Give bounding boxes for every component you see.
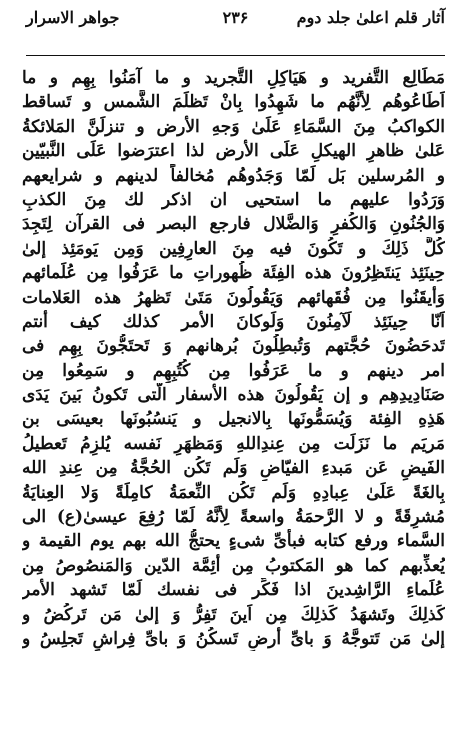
text-line: حِينَئِذ يَنتَظِرُونَ هذه الفِئَة ظُهوراتِ ما عَرَفُوا مِن عُلَمائهم bbox=[22, 263, 445, 284]
page-number: ۲۳۶ bbox=[222, 8, 249, 27]
page-header bbox=[26, 4, 445, 54]
section-title: جواهر الاسرار bbox=[26, 8, 120, 27]
text-line: يُعذِّبهم كما هو المَكتوبُ مِن أَئِمَّة الدّين وَالمَنصُوصُ مِن bbox=[22, 555, 445, 576]
text-line: و المُرسلين بَل لَمّا وَجَدُوهُم مُخالفاً لدينهم و شرايعهم bbox=[22, 165, 445, 186]
text-line: هَذِهِ الفِئة وَيُسَمُّونَها بِالانجيل و يَنسُبُونَها بعيسَی بن bbox=[22, 409, 445, 430]
text-line: عَلىٰ ظاهرِ الهيكلِ عَلَى الأرض لذا اعترَضوا عَلَى النَّبيّين bbox=[22, 141, 445, 162]
text-line: وَأيقَنُوا مِن فُقَهائهم وَيَقُولُونَ مَتَىٰ تَظهرُ هذه العَلامات bbox=[22, 287, 445, 308]
text-line: تَدحَضُونَ حُجَّتهم وَتُبطِلُونَ بُرهانهم وَ تَحتَجُّونَ بِهِم فی bbox=[22, 336, 445, 357]
text-line: اَنّا حِينَئِذ لَآمِنُونَ وَلَوكانَ الأمر كذلك كيف أنتم bbox=[22, 311, 445, 332]
body-text bbox=[22, 66, 445, 651]
text-line: مَطَالِع التَّفريد و هَيَاكِلِ التَّجريد و ما آمَنُوا بِهِم و ما bbox=[22, 68, 445, 88]
text-line: مَريَم ما نَزَلَت مِن عِندِاللهِ وَمَظهَرِ نَفسه يُلزِمُ تَعطيلُ bbox=[22, 433, 445, 454]
text-line: امر دينهم و ما عَرَفُوا مِن كُتُبِهِم و سَمِعُوا مِن bbox=[22, 360, 445, 381]
text-line: عُلَماءِ الرَّاشِدينَ اذا فَكِّر فی نفسك لَمّا تَشهد الأمر bbox=[22, 580, 445, 601]
text-line: صَنَادِيدِهِم و إن يَقُولُونَ هذه الأسفار الَّتی تَكونُ بَينَ يَدَی bbox=[22, 385, 445, 406]
text-line: السَّماء ورفع كتابه فبأیِّ شیءٍ يحتجُّ الله بهم يوم القيمة و bbox=[22, 531, 445, 552]
text-line: الفَيضِ عَن مَبدءِ الفيّاضِ وَلَم تَكُن الحُجَّةُ مِن عِندِ الله bbox=[22, 458, 445, 479]
text-line: وَرَدُوا عليهم ما استحيى ان اذكر لك مِنَ الكذبِ bbox=[22, 189, 445, 210]
book-title: آثار قلم اعلیٰ جلد دوم bbox=[296, 8, 445, 27]
text-line: بِالغَةً عَلَىٰ عِبادِهِ وَلَم تَكُن النِّعمَةُ كامِلَةً وَلا العِنايَةُ bbox=[22, 482, 445, 503]
text-line: اَطَاعُوهُم لِأَنَّهُم ما شَهِدُوا بِانْ تَظلَمَ الشَّمس و تَساقط bbox=[22, 92, 445, 113]
text-line: كُلَّ ذَلِكَ و تَكُونَ فيه مِنَ العارِفِين وَمِن يَومَئِذ إلىٰ bbox=[22, 238, 445, 259]
text-line: وَالجُنُونِ وَالكُفرِ وَالضَّلال فارجع البصر فی القرآن لِتَجِدَ bbox=[22, 214, 445, 235]
text-line: كَذلِكَ وتَشهَدُ كَذلِكَ مِن اَينَ تَفِرُّ وَ إلىٰ مَن تَركُضُ و bbox=[22, 604, 445, 625]
text-line: مُشرِقَةً و لا الرَّحمَةُ واسعةً لِأَنَّهُ لَمّا رُفِعَ عيسىٰ(ع) الی bbox=[22, 507, 445, 528]
header-rule bbox=[26, 55, 445, 56]
text-line: إلىٰ مَن تَتوجَّهُ وَ باىِّ أرضٍ تَسكُنُ وَ باىِّ فِراشٍ تَجلِسُ و bbox=[22, 628, 445, 649]
text-line: الكواكبُ مِنَ السَّمَاءِ عَلَىٰ وَجهِ الأرض و تنزلَنَّ المَلائكةُ bbox=[22, 116, 445, 137]
